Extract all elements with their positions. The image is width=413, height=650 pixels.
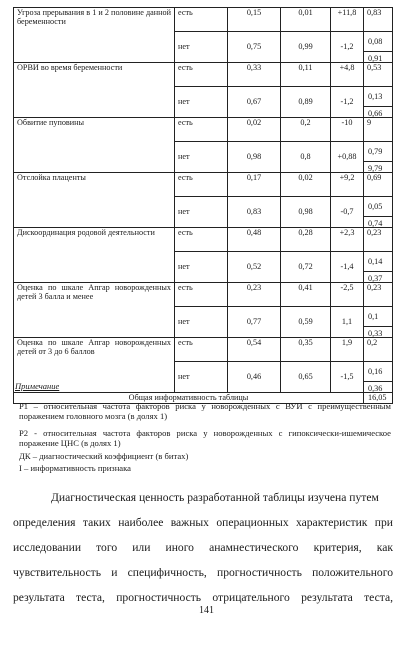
grade-cell: есть (175, 8, 228, 32)
informativity-cell: 0,83 (364, 8, 393, 32)
risk-factor-name: Обвитие пуповины (14, 118, 175, 173)
informativity-cell (364, 32, 393, 63)
p1-cell: 0,17 (228, 173, 281, 197)
p2-cell: 0,35 (281, 338, 331, 362)
informativity-value: 0,1 (368, 312, 379, 321)
note-i: I – информативность признака (19, 463, 131, 473)
dk-cell: -1,5 (331, 362, 364, 393)
risk-factor-name: Оценка по шкале Апгар новорожденных детей 3 балла и менее (14, 283, 175, 338)
note-title: Примечание (15, 381, 60, 391)
informativity-cell: 9 (364, 118, 393, 142)
paragraph-line-2: определения таких наиболее важных операционных характеристик при (13, 516, 393, 529)
total-value: 16,05 (364, 393, 393, 404)
p1-cell: 0,75 (228, 32, 281, 63)
table-row (14, 338, 393, 362)
informativity-cell: 0,23 (364, 283, 393, 307)
dk-cell: +9,2 (331, 173, 364, 197)
dk-cell: -2,5 (331, 283, 364, 307)
risk-factor-name: ОРВИ во время беременности (14, 63, 175, 118)
grade-cell: нет (175, 87, 228, 118)
dk-cell: -10 (331, 118, 364, 142)
page-number: 141 (199, 605, 214, 616)
p2-cell: 0,11 (281, 63, 331, 87)
paragraph-line-5: результата теста, прогностичность отрицательного результата теста, (13, 591, 393, 604)
informativity-cell (364, 252, 393, 283)
grade-cell: нет (175, 307, 228, 338)
p1-cell: 0,15 (228, 8, 281, 32)
grade-cell: нет (175, 362, 228, 393)
p1-cell: 0,67 (228, 87, 281, 118)
p1-cell: 0,48 (228, 228, 281, 252)
dk-cell: -1,2 (331, 87, 364, 118)
note-dk: ДК – диагностический коэффициент (в битах) (19, 451, 189, 461)
p2-cell: 0,02 (281, 173, 331, 197)
p2-cell: 0,41 (281, 283, 331, 307)
note-p1: Р1 – относительная частота факторов риска у новорожденных с ВУИ с преимущественным поражением головного мозга (в долях 1) (19, 401, 391, 422)
factor-total-informativity: 0,37 (364, 271, 392, 282)
paragraph-line-3: исследовании того или иного анамнестического критерия, как (13, 541, 393, 554)
informativity-cell: 0,2 (364, 338, 393, 362)
factor-total-informativity: 9,79 (364, 161, 392, 172)
p2-cell: 0,99 (281, 32, 331, 63)
informativity-cell (364, 142, 393, 173)
informativity-cell (364, 362, 393, 393)
dk-cell: 1,1 (331, 307, 364, 338)
informativity-cell: 0,69 (364, 173, 393, 197)
grade-cell: есть (175, 118, 228, 142)
informativity-cell (364, 87, 393, 118)
factor-total-informativity: 0,33 (364, 326, 392, 337)
factor-total-informativity: 0,36 (364, 381, 392, 392)
grade-cell: нет (175, 142, 228, 173)
risk-factor-name: Угроза прерывания в 1 и 2 половине данной беременности (14, 8, 175, 63)
dk-cell: -0,7 (331, 197, 364, 228)
p1-cell: 0,33 (228, 63, 281, 87)
p1-cell: 0,77 (228, 307, 281, 338)
p1-cell: 0,54 (228, 338, 281, 362)
risk-factor-table (13, 7, 393, 404)
table-row (14, 173, 393, 197)
grade-cell: нет (175, 252, 228, 283)
table-row (14, 283, 393, 307)
p2-cell: 0,2 (281, 118, 331, 142)
p2-cell: 0,01 (281, 8, 331, 32)
informativity-value: 0,14 (368, 257, 383, 266)
table-row (14, 228, 393, 252)
note-p2: Р2 - относительная частота факторов риска у новорожденных с гипоксически-ишемическое поражение ЦНС (в долях 1) (19, 428, 391, 449)
paragraph-line-4: чувствительность и специфичность, прогностичность положительного (13, 566, 393, 579)
grade-cell: нет (175, 197, 228, 228)
p1-cell: 0,52 (228, 252, 281, 283)
grade-cell: есть (175, 228, 228, 252)
dk-cell: -1,4 (331, 252, 364, 283)
dk-cell: 1,9 (331, 338, 364, 362)
risk-factor-name: Отслойка плаценты (14, 173, 175, 228)
total-label: Общая информативность таблицы (14, 393, 364, 404)
factor-total-informativity: 0,66 (364, 106, 392, 117)
table-row (14, 8, 393, 32)
p1-cell: 0,98 (228, 142, 281, 173)
informativity-value: 0,05 (368, 202, 383, 211)
informativity-cell (364, 197, 393, 228)
informativity-value: 0,16 (368, 367, 383, 376)
informativity-cell: 0,53 (364, 63, 393, 87)
informativity-value: 0,08 (368, 37, 383, 46)
informativity-value: 0,13 (368, 92, 383, 101)
risk-factor-name: Оценка по шкале Апгар новорожденных детей от 3 до 6 баллов (14, 338, 175, 393)
informativity-cell: 0,23 (364, 228, 393, 252)
p1-cell: 0,23 (228, 283, 281, 307)
dk-cell: +4,8 (331, 63, 364, 87)
informativity-cell (364, 307, 393, 338)
dk-cell: +2,3 (331, 228, 364, 252)
factor-total-informativity: 0,91 (364, 51, 392, 62)
p2-cell: 0,72 (281, 252, 331, 283)
table-row (14, 63, 393, 87)
grade-cell: нет (175, 32, 228, 63)
p2-cell: 0,28 (281, 228, 331, 252)
p2-cell: 0,65 (281, 362, 331, 393)
paragraph-line-1: Диагностическая ценность разработанной таблицы изучена путем (51, 491, 379, 504)
dk-cell: +11,8 (331, 8, 364, 32)
grade-cell: есть (175, 173, 228, 197)
p2-cell: 0,8 (281, 142, 331, 173)
p1-cell: 0,02 (228, 118, 281, 142)
informativity-value: 0,79 (368, 147, 383, 156)
dk-cell: -1,2 (331, 32, 364, 63)
p2-cell: 0,89 (281, 87, 331, 118)
factor-total-informativity: 0,74 (364, 216, 392, 227)
grade-cell: есть (175, 283, 228, 307)
p1-cell: 0,83 (228, 197, 281, 228)
dk-cell: +0,88 (331, 142, 364, 173)
p2-cell: 0,59 (281, 307, 331, 338)
grade-cell: есть (175, 338, 228, 362)
p1-cell: 0,46 (228, 362, 281, 393)
table-row (14, 118, 393, 142)
grade-cell: есть (175, 63, 228, 87)
p2-cell: 0,98 (281, 197, 331, 228)
risk-factor-name: Дискоординация родовой деятельности (14, 228, 175, 283)
